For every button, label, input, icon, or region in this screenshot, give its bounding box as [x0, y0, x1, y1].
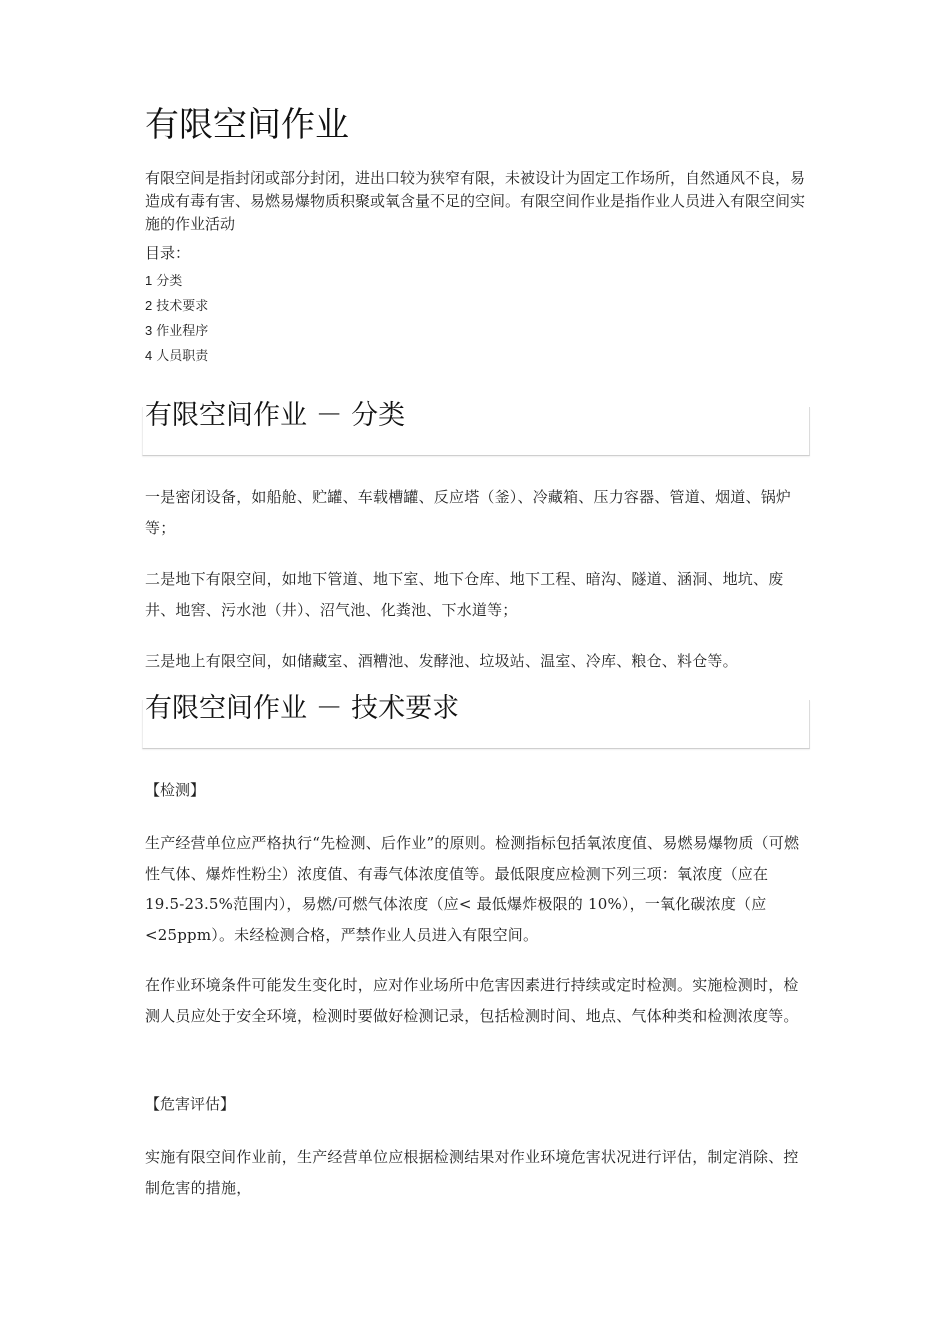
- toc-item-label: 人员职责: [156, 349, 209, 364]
- toc-item-classification[interactable]: [145, 268, 208, 293]
- toc-label: 目录：: [145, 244, 191, 262]
- toc-item-number: 4: [145, 348, 153, 363]
- subheading-hazard-assessment: 【危害评估】: [145, 1095, 236, 1113]
- page-title: 有限空间作业: [145, 105, 349, 145]
- classification-paragraph-1: 一是密闭设备，如船舱、贮罐、车载槽罐、反应塔（釜）、冷藏箱、压力容器、管道、烟道、锅炉等；: [145, 488, 792, 537]
- hazard-assessment-paragraph-1: 实施有限空间作业前，生产经营单位应根据检测结果对作业环境危害状况进行评估，制定消除、控制危害的措施，: [145, 1148, 799, 1197]
- toc-item-label: 技术要求: [156, 299, 209, 314]
- toc-item-personnel-duties[interactable]: [145, 343, 208, 368]
- section-title-classification: 有限空间作业 － 分类: [145, 400, 406, 431]
- intro-paragraph: 有限空间是指封闭或部分封闭，进出口较为狭窄有限，未被设计为固定工作场所，自然通风不良，易造成有毒有害、易燃易爆物质积聚或氧含量不足的空间。有限空间作业是指作业人员进入有限空间实施的作业活动: [145, 169, 806, 233]
- table-of-contents: [145, 268, 208, 368]
- detection-paragraph-2: 在作业环境条件可能发生变化时，应对作业场所中危害因素进行持续或定时检测。实施检测时，检测人员应处于安全环境，检测时要做好检测记录，包括检测时间、地点、气体种类和检测浓度等。: [145, 976, 799, 1025]
- toc-item-label: 作业程序: [156, 324, 209, 339]
- classification-paragraph-3: 三是地上有限空间，如储藏室、酒糟池、发酵池、垃圾站、温室、冷库、粮仓、料仓等。: [145, 652, 738, 670]
- detection-paragraph-1: 生产经营单位应严格执行“先检测、后作业”的原则。检测指标包括氧浓度值、易燃易爆物质（可燃性气体、爆炸性粉尘）浓度值、有毒气体浓度值等。最低限度应检测下列三项：氧浓度（应在 19.5-23.5%范围内），易燃/可燃气体浓度（应< 最低爆炸极限的 10%），一氧化碳浓度（应<25ppm）。未经检测合格，严禁作业人员进入有限空间。: [145, 834, 800, 944]
- toc-item-number: 2: [145, 298, 153, 313]
- toc-item-label: 分类: [156, 274, 183, 289]
- subheading-detection: 【检测】: [145, 781, 206, 799]
- toc-item-work-procedure[interactable]: [145, 318, 208, 343]
- toc-item-number: 3: [145, 323, 153, 338]
- classification-paragraph-2: 二是地下有限空间，如地下管道、地下室、地下仓库、地下工程、暗沟、隧道、涵洞、地坑、废井、地窖、污水池（井）、沼气池、化粪池、下水道等；: [145, 570, 784, 619]
- toc-item-number: 1: [145, 273, 153, 288]
- toc-item-technical-requirements[interactable]: [145, 293, 208, 318]
- section-title-technical-requirements: 有限空间作业 － 技术要求: [145, 693, 460, 724]
